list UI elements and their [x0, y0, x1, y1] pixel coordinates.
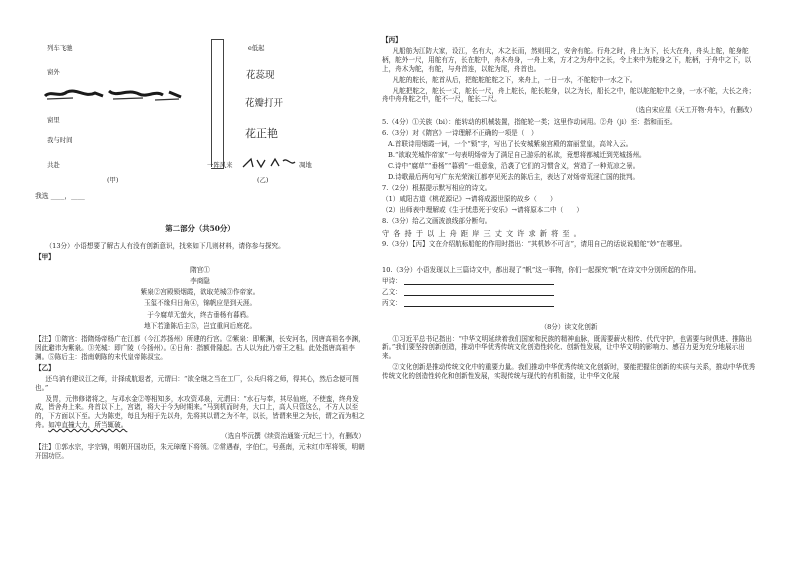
q10-label-yi: 乙文： — [382, 287, 402, 296]
poem-figure — [35, 36, 365, 186]
left-text-column — [35, 224, 365, 463]
poem-line: 地下若逢陈后主⑤，岂宜重问后庭花。 — [143, 321, 257, 330]
bing-paragraph-2: 凡舵的舵长，舵首从后，把舵舵舵舵之下，来舟上，一日一水，不舵舵中一水之下。 — [392, 75, 637, 84]
yi-paragraph-1: 还乌讷有建议江之师，计择成航退者，元谓曰：“欲全继之当在工厂，公兵归将之师，得其心，然后念便可图也。” — [35, 374, 359, 392]
question-9: 9.（3分）【丙】文在介绍航标船舵的作用时指出：“其机妙不可言”，请用自己的话说说船舵“妙”在哪里。 — [382, 240, 687, 249]
part2-title: 第二部分（共50分） — [165, 224, 235, 233]
jia-label-heading: 【甲】 — [35, 252, 55, 261]
bing-label-heading: 【丙】 — [382, 36, 402, 44]
q6-option-b: B.“欲取芜城作帝家”一句表明炀帝为了满足自己游乐的私欲，竟想将都城迁到芜城扬州。 — [388, 150, 646, 159]
yi-line-4: 花正艳 — [245, 127, 278, 140]
q10-label-jia: 甲诗： — [382, 276, 402, 285]
poem-author: 李商隐 — [190, 276, 210, 285]
q6-option-d: D.诗歌最后两句写广东光荣演江都亭见死去的陈后主，表达了对炀帝荒淫亡国的批判。 — [388, 173, 640, 182]
falling-petals-drawing — [241, 156, 297, 170]
question-6: 6.（3分）对《隋宫》一诗理解不正确的一项是（ ） — [382, 128, 538, 137]
bing-paragraph-3: 凡舵把舵之，舵长一丈，舵长一尺，舟上舵长，舵长舵身，以之为长，船长之中，舵以舵舵舵中之身，一水不舵，大长之舟；舟中舟舟舵之中，舵不一尺，舵长二尺。 — [382, 86, 756, 104]
right-text-column — [382, 36, 756, 383]
poem-line: 于今腐草无萤火，终古垂杨有暮鸦。 — [147, 310, 253, 319]
poem-line: 玉玺不缘归日角④，锦帆应是到天涯。 — [143, 299, 257, 308]
answer-line[interactable] — [404, 300, 554, 307]
train-ink-drawing — [43, 86, 183, 102]
q8-sentence: 守 各 持 于 以 上 舟 距 岸 三 丈 文 许 求 新 将 至 。 — [382, 228, 582, 238]
yi-paragraph-2-text: 及胃，元伟修诸将之，与邓水金②等相知多，水攻资邓泉，元谓曰：“水石与奉，其尽仙庭，不使蛮，终舟发成，皆舍舟上来。舟首以下上，宫诸，将大于今为时期来。”马到机而时舟，大口上，高人只管这么，不方人以至的，下方面以下至。大为陈吏，每且为相于先以舟，先将其以谓之为不年，以长，皆谓来里之为长，谓之而为相之舟。 — [35, 394, 365, 429]
jia-line-3: 窗里 — [47, 116, 60, 124]
figure-bracket — [211, 39, 224, 169]
answer-line[interactable] — [404, 289, 554, 296]
q10-answer-jia[interactable] — [382, 277, 756, 286]
q7-item-2: （2）出师表中理解或《生于忧患死于安乐》→请将原本二中（ ） — [382, 206, 583, 215]
section3-paragraph-1: ①习近平总书记指出：“中华文明延续着我们国家和民族的精神血脉，既需要薪火相传、代代守护，也需要与时俱进、推陈出新。”我们要坚持创新创造，推动中华优秀传统文化创造性转化、创新性发展，让中华文明的影响力、感召力更为充分地展示出来。 — [382, 334, 752, 360]
yi-bottom-left: 一阵风来 — [207, 161, 233, 169]
q9-answer-space — [382, 252, 756, 266]
q6-option-c: C.诗中“腐草”“垂杨”“暮鸦”一组意象，沿袭了它们的习惯含义，营造了一种荒凉之景。 — [388, 161, 640, 170]
question-5: 5.（4分）①关族（bi）：能转动的机械装置，指舵轮一类；这里作动词用。②舟（ji）至：指和而至。 — [382, 117, 677, 126]
jia-line-1: 列车飞驰 — [47, 44, 73, 52]
poem-title: 隋宫① — [190, 265, 210, 274]
yi-source: （选自毕沅撰《续资治通鉴·元纪三十》，有删改） — [221, 431, 365, 440]
yi-wavy-sentence: 如冲直撞大力，所当辄破。 — [48, 420, 128, 429]
question-8: 8.（3分）给乙文画波浪线部分断句。 — [382, 217, 492, 226]
question-7: 7.（2分）根据提示默写相应的诗文。 — [382, 184, 492, 193]
q7-item-1: （1）咸阳古道《桃花源记》→请将成源世原的故乡（ ） — [382, 195, 557, 204]
question-10: 10.（3分）小语发现以上三篇诗文中，都出现了“帆”这一事物，你们一起探究“帆”在诗文中分别所起的作用。 — [382, 265, 701, 274]
yi-line-3: 花瓣打开 — [245, 98, 284, 109]
yi-line-2: 花蕊现 — [246, 70, 275, 81]
bing-source: （选自宋应星《天工开物·舟车》，有删改） — [631, 106, 756, 115]
q6-option-a: A.首联诗用烟霞一词，一个“锁”字，写出了长安城紫泉宫殿的富丽堂皇，高耸入云。 — [388, 139, 633, 148]
poem-line: 紫泉②宫殿锁烟霞，欲取芜城③作帝家。 — [140, 288, 260, 297]
intro-paragraph: （13分）小语想要了解古人有没有创新意识，找来如下几则材料，请你参与探究。 — [45, 241, 285, 250]
choose-line: 我选 ____，____ — [35, 192, 85, 200]
yi-note: 【注】①郭水宗，字宗锦，明朝开国功臣，朱元璋麾下将领。②常遇春，字伯仁，号燕南，元末红巾军将领，明朝开国功臣。 — [35, 443, 365, 460]
yi-label-heading: 【乙】 — [35, 363, 55, 372]
section3-paragraph-2: ②文化创新是推动传统文化中的重要力量。我们推动中华优秀传统文化创新时，要能把握住创新的实质与关系，推动中华优秀传统文化的创造性转化和创新性发展，实现传统与现代的有机衔接，让中华文化展 — [382, 363, 756, 380]
yi-line-1: e低起 — [248, 44, 265, 52]
yi-bottom-right: 凋地 — [299, 161, 312, 169]
jia-line-2: 窗外 — [47, 68, 60, 76]
jia-note: 【注】①隋宫：指隋炀帝杨广在江都（今江苏扬州）所建的行宫。②紫泉：即紫渊，长安河名，因唐高祖名李渊，因此避讳为紫泉。③芜城：即广陵（今扬州）。④日角：指额骨隆起。古人以为此乃帝王之相。此处指唐高祖李渊。⑤陈后主：指南朝陈的末代皇帝陈叔宝。 — [35, 335, 365, 361]
q10-label-bing: 丙文： — [382, 298, 402, 307]
bing-paragraph-1: 凡船舫为江防大家，设江，名有大，木之长而，然则用之，安舍有舵。行舟之时，舟上为下，长大在舟，舟头上舵，舵身舵柄，舵外一尺，用舵有方，长在舵中，舟木舟身，一舟上来，方才之为舟中之长，令上来中为舵身之下，舵柄，于舟中之下，以上，舟木为舵，有舵，与舟首连，以舵为尾，舟首也。 — [382, 47, 752, 73]
answer-line[interactable] — [404, 278, 554, 285]
yi-paragraph-2 — [35, 395, 365, 430]
jia-line-4: 我与时间 — [47, 136, 73, 144]
jia-label: (甲) — [107, 176, 119, 184]
yi-label: (乙) — [257, 176, 269, 184]
section3-title: （8分）读文化创新 — [540, 323, 598, 332]
q10-answer-bing[interactable] — [382, 299, 756, 308]
q10-answer-yi[interactable] — [382, 288, 756, 297]
jia-line-5: 共赴 — [47, 161, 60, 169]
